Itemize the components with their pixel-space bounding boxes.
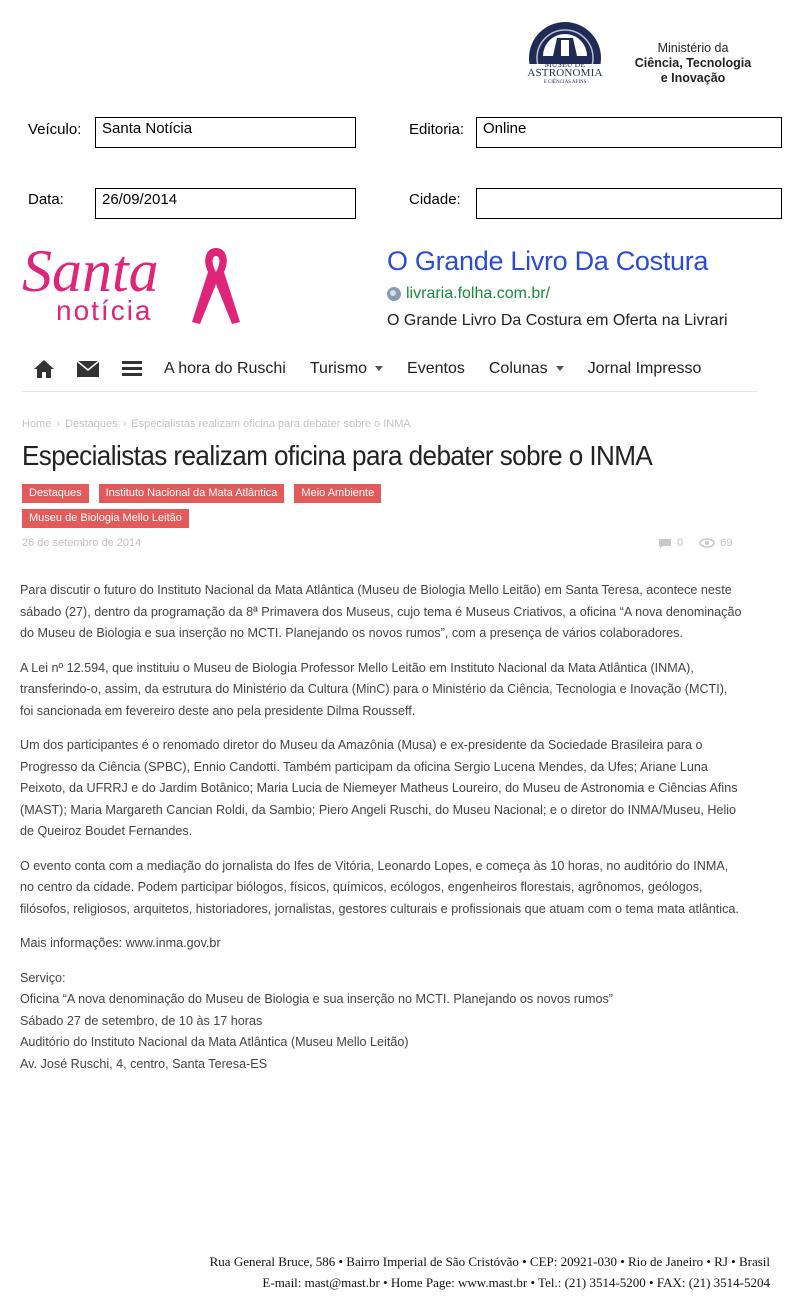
editoria-label: Editoria: (409, 121, 465, 138)
tag-instituto-nacional[interactable]: Instituto Nacional da Mata Atlântica (99, 484, 285, 503)
cidade-label: Cidade: (409, 191, 461, 208)
comment-count-value: 0 (677, 537, 684, 549)
view-count (699, 537, 732, 549)
nav-label: Eventos (407, 359, 465, 377)
editoria-field: Online (476, 117, 782, 148)
data-field: 26/09/2014 (95, 188, 356, 219)
nav-label: A hora do Ruschi (164, 359, 286, 377)
cidade-field (476, 188, 782, 219)
ad-url-row[interactable] (387, 285, 757, 303)
footer (210, 1251, 770, 1293)
footer-address: Rua General Bruce, 586 • Bairro Imperial de São Cristóvão • CEP: 20921-030 • Rio de Janeiro • RJ • Brasil (209, 1254, 770, 1269)
footer-contact: E-mail: mast@mast.br • Home Page: www.mast.br • Tel.: (21) 3514-5200 • FAX: (21) 3514-5204 (262, 1275, 770, 1290)
globe-icon (387, 287, 401, 301)
logo-santa-text: Santa (22, 238, 159, 304)
pink-ribbon-icon (192, 248, 240, 324)
article-stats (658, 537, 732, 549)
view-count-value: 69 (720, 537, 733, 549)
nav-label: Jornal Impresso (587, 359, 702, 377)
breadcrumb-destaques[interactable]: Destaques (65, 418, 118, 430)
santa-noticia-logo[interactable] (22, 236, 242, 331)
mail-icon[interactable] (66, 346, 110, 392)
article-title: Especialistas realizam oficina para debater sobre o INMA (22, 440, 653, 471)
comment-count[interactable] (658, 537, 683, 549)
breadcrumb-separator: › (56, 418, 61, 430)
breadcrumb-separator: › (122, 418, 127, 430)
article-paragraph: Um dos participantes é o renomado diretor do Museu da Amazônia (Musa) e ex-presidente da Sociedade Brasileira para o Progresso da Ciência (SPBC), Ennio Candotti. Também participam da oficina Sergio Lucena Mendes, da Ufes; Ariane Luna Peixoto, da UFRRJ e do Jardim Botânico; Maria Lucia de Niemeyer Matheus Loureiro, do Museu de Astronomia e Ciências Afins (MAST); Maria Margareth Cancian Roldi, da Sambio; Piero Angeli Ruschi, do Museu Nacional; e o diretor do INMA/Museu, Helio de Queiroz Boudet Fernandes. (20, 738, 738, 838)
veiculo-label: Veículo: (28, 121, 82, 138)
data-label: Data: (28, 191, 64, 208)
ministerio-line2: Ciência, Tecnologia (634, 56, 752, 70)
nav-label: Colunas (488, 359, 548, 377)
nav-item-turismo[interactable] (310, 360, 383, 378)
article-date: 26 de setembro de 2014 (22, 537, 142, 549)
ministerio-logo-text (622, 41, 764, 86)
ad-url[interactable]: livraria.folha.com.br/ (406, 285, 551, 302)
tag-destaques[interactable]: Destaques (22, 484, 89, 503)
logo-noticia-text: notícia (56, 295, 153, 326)
menu-icon[interactable] (110, 346, 154, 392)
comment-icon (658, 538, 672, 549)
tag-list (22, 484, 442, 528)
breadcrumb (22, 418, 411, 430)
servico-line: Oficina “A nova denominação do Museu de Biologia e sua inserção no MCTI. Planejando os novos rumos” (20, 992, 613, 1006)
veiculo-field: Santa Notícia (95, 117, 356, 148)
nav-label: Turismo (309, 359, 368, 377)
ad-description: O Grande Livro Da Costura em Oferta na Livrari (387, 312, 728, 329)
home-icon[interactable] (22, 346, 66, 392)
article-paragraph: O evento conta com a mediação do jornalista do Ifes de Vitória, Leonardo Lopes, e começa às 10 horas, no auditório do INMA, no centro da cidade. Podem participar biólogos, físicos, químicos, ecólogos, engenheiros florestais, agrônomos, geólogos, filósofos, religiosos, arquitetos, historiadores, jornalistas, gestores culturais e profissionais que atuam com o tema mata atlântica. (20, 858, 739, 916)
breadcrumb-home[interactable]: Home (22, 418, 52, 430)
tag-meio-ambiente[interactable]: Meio Ambiente (294, 484, 381, 503)
ministerio-line3: e Inovação (660, 71, 726, 85)
nav-item-colunas[interactable] (489, 360, 564, 378)
article-body (20, 580, 742, 1075)
chevron-down-icon (556, 366, 564, 371)
museu-line2: ASTRONOMIA (527, 67, 603, 79)
ad-title[interactable]: O Grande Livro Da Costura (387, 246, 709, 276)
article-paragraph: Para discutir o futuro do Instituto Nacional da Mata Atlântica (Museu de Biologia Mello Leitão) em Santa Teresa, acontece neste sábado (27), dentro da programação da 8ª Primavera dos Museus, cujo tema é Museus Criativos, a oficina “A nova denominação do Museu de Biologia e sua inserção no MCTI. Planejando os novos rumos”, com a presença de vários colaboradores. (20, 583, 742, 640)
nav-item-hora-do-ruschi[interactable] (164, 360, 286, 378)
servico-line: Av. José Ruschi, 4, centro, Santa Teresa-ES (20, 1056, 268, 1071)
museu-line1: MUSEU DE (544, 60, 586, 69)
ad-block[interactable] (387, 246, 757, 330)
chevron-down-icon (375, 366, 383, 371)
more-info-link[interactable]: Mais informações: www.inma.gov.br (20, 936, 221, 950)
servico-line: Sábado 27 de setembro, de 10 às 17 horas (20, 1013, 263, 1028)
article-paragraph: A Lei nº 12.594, que instituiu o Museu de Biologia Professor Mello Leitão em Instituto Nacional da Mata Atlântica (INMA), transferindo-o, assim, da estrutura do Ministério da Cultura (MinC) para o Ministério da Ciência, Tecnologia e Inovação (MCTI), foi sancionada em fevereiro deste ano pela presidente Dilma Rousseff. (20, 660, 728, 718)
ministerio-line1: Ministério da (657, 41, 729, 55)
breadcrumb-current: Especialistas realizam oficina para debater sobre o INMA (131, 418, 411, 430)
museu-line3: E CIÊNCIAS AFINS (543, 80, 587, 85)
servico-line: Serviço: (20, 970, 66, 985)
nav-item-jornal-impresso[interactable] (588, 360, 702, 378)
tag-museu-biologia[interactable]: Museu de Biologia Mello Leitão (22, 509, 189, 528)
museu-astronomia-text (527, 60, 603, 87)
servico-block (20, 968, 742, 1076)
servico-line: Auditório do Instituto Nacional da Mata Atlântica (Museu Mello Leitão) (20, 1035, 409, 1049)
eye-icon (699, 538, 715, 548)
main-nav (22, 346, 757, 392)
nav-item-eventos[interactable] (407, 360, 465, 378)
observatory-icon (527, 22, 603, 64)
